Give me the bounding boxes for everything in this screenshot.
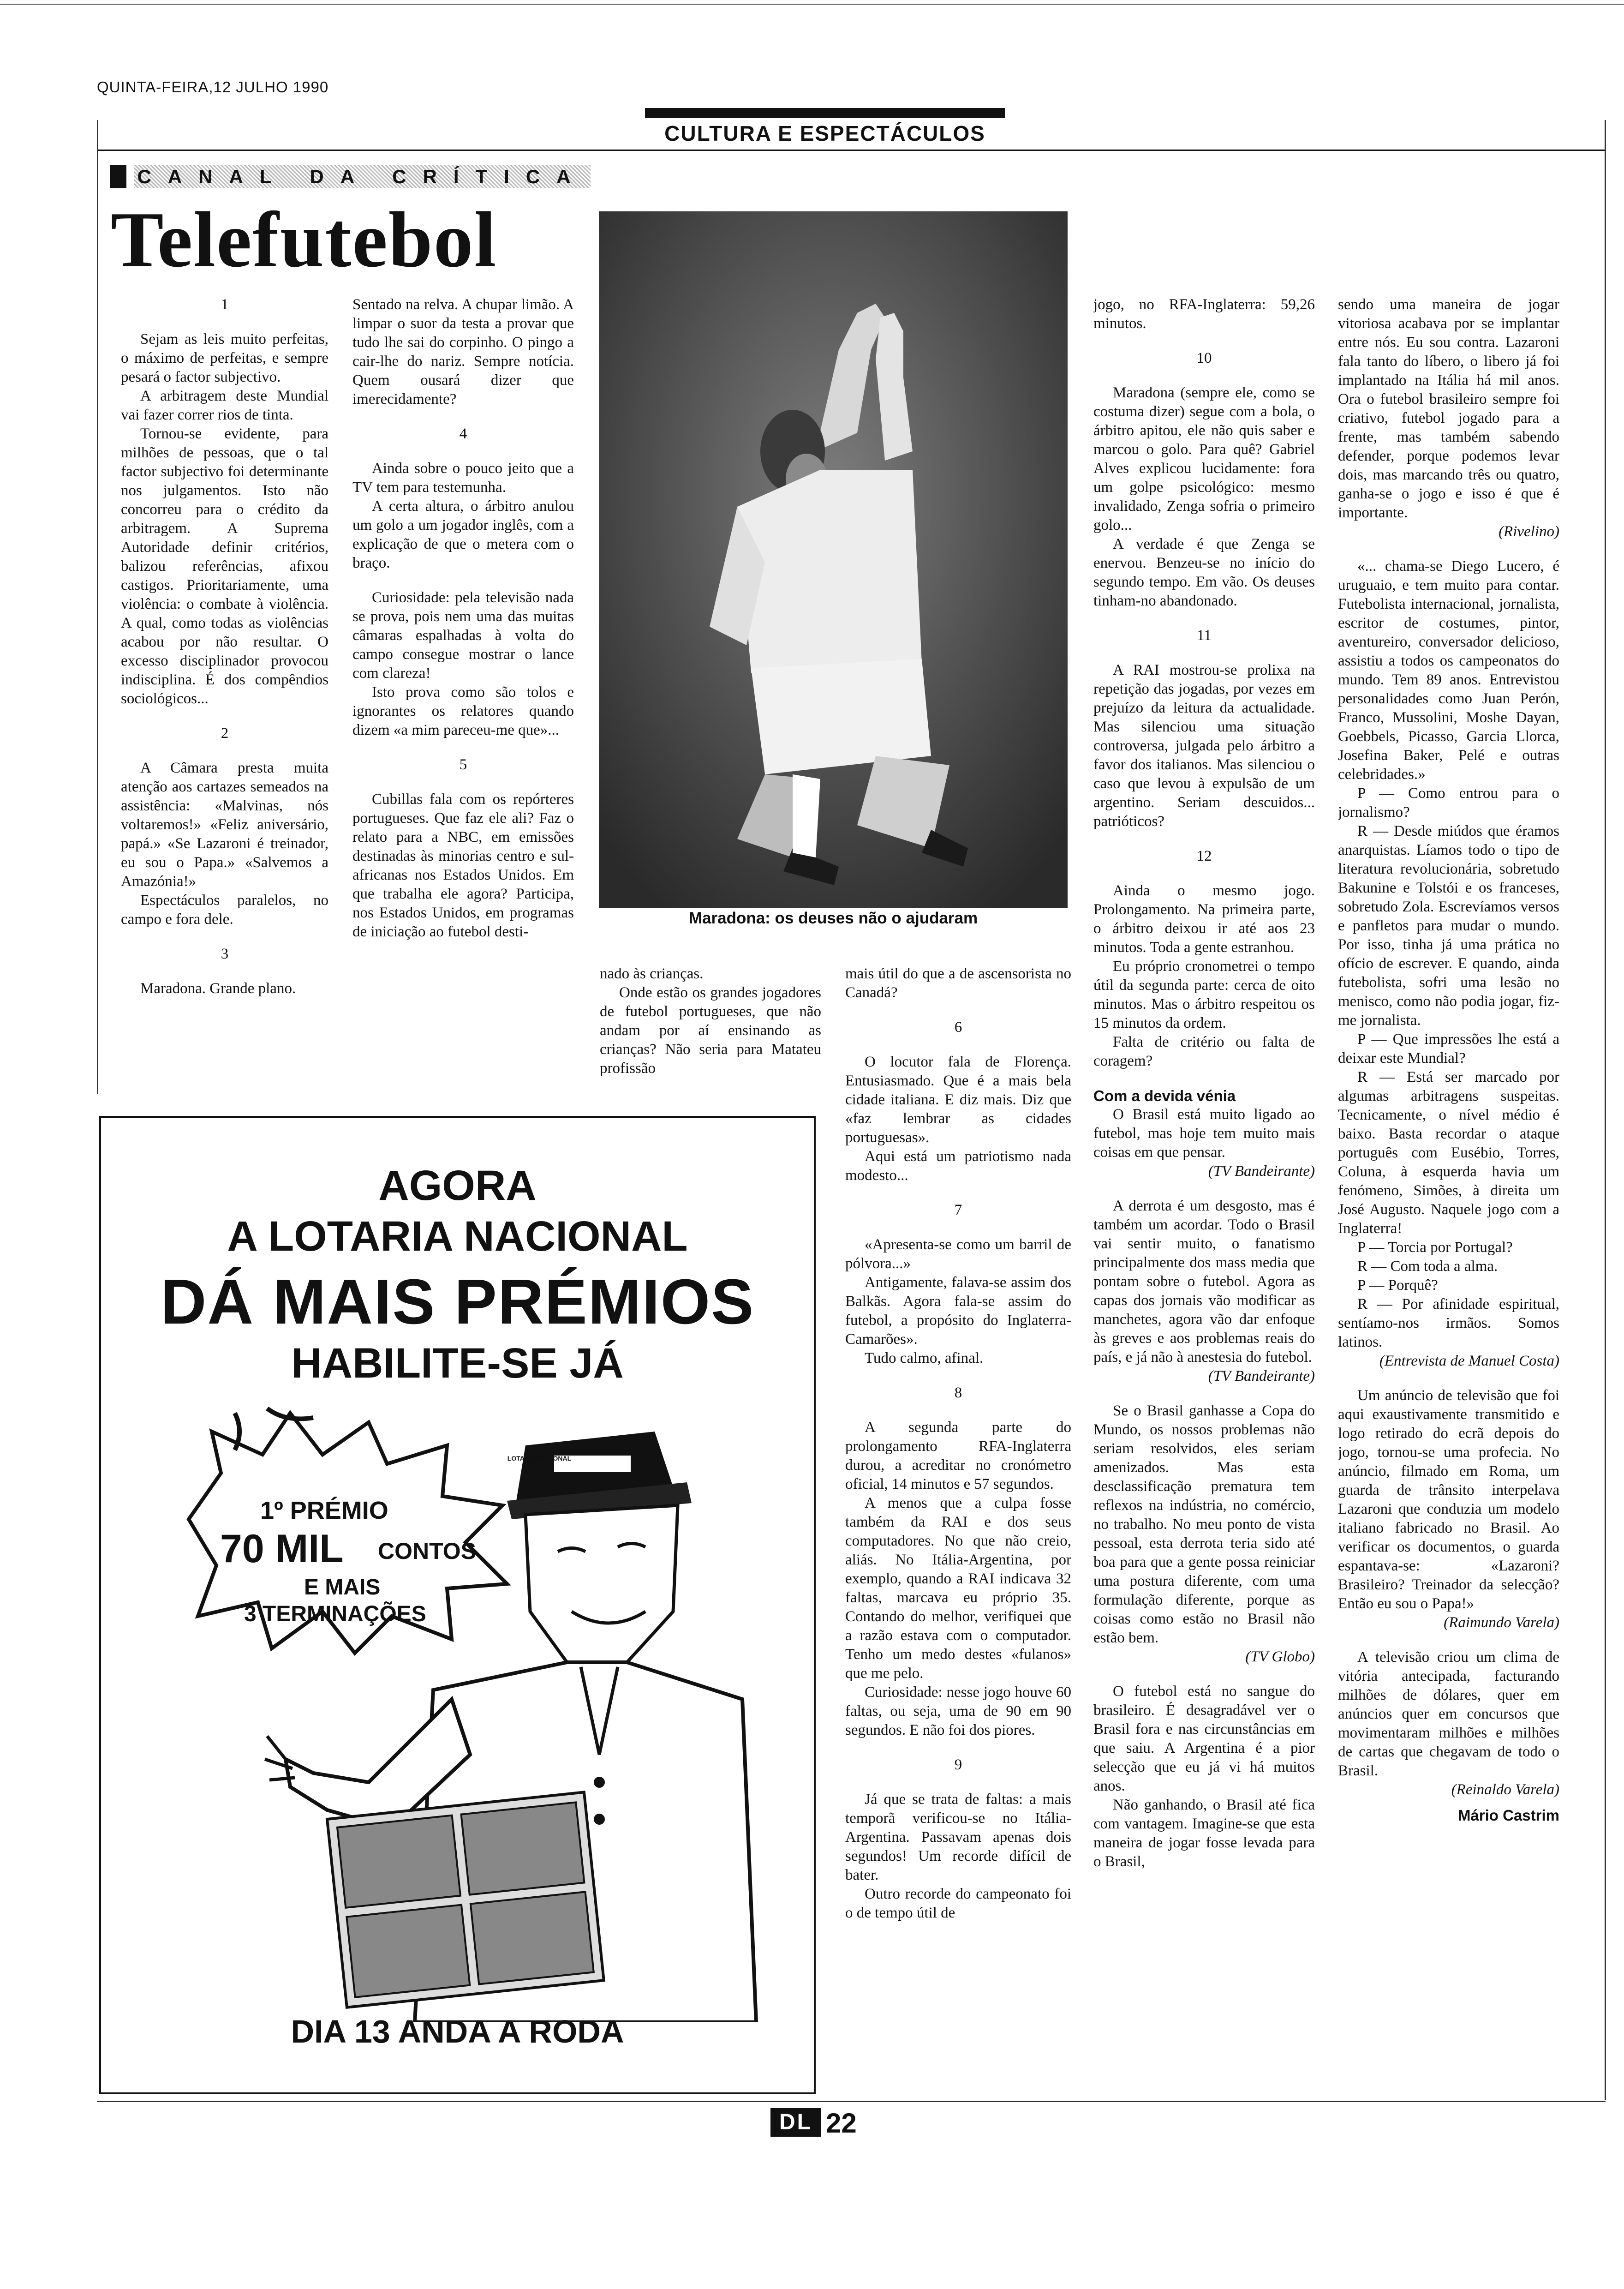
top-edge-rule xyxy=(0,4,1624,5)
paragraph: Ainda o mesmo jogo. Prolongamento. Na primeira parte, o árbitro deixou ir até aos 23 minutos. Toda a gente estranhou. xyxy=(1093,882,1315,956)
paragraph: Se o Brasil ganhasse a Copa do Mundo, os nossos problemas não seriam resolvidos, eles seriam amenizados. Mas esta desclassificação prematura tem reflexos na indústria, no comércio, no trabalho. No meu ponto de vista pessoal, esta derrota teria sido até boa para que a gente possa reiniciar uma postura diferente, com uma formulação diferente, porque as coisas como estão no Brasil não estão bem. xyxy=(1093,1402,1315,1646)
cap-badge: LOTARIA NACIONAL xyxy=(507,1455,572,1462)
paragraph: Aqui está um patriotismo nada modesto... xyxy=(845,1148,1071,1184)
burst-line-3: CONTOS xyxy=(378,1538,476,1564)
section-number-9: 9 xyxy=(954,1756,962,1773)
paragraph: P — Que impressões lhe está a deixar este Mundial? xyxy=(1338,1031,1559,1067)
issue-date: QUINTA-FEIRA,12 JULHO 1990 xyxy=(97,78,329,96)
paragraph: Falta de critério ou falta de coragem? xyxy=(1093,1034,1315,1069)
paragraph: Isto prova como são tolos e ignorantes os relatores quando dizem «a mim pareceu-me que»... xyxy=(352,684,574,738)
section-number-10: 10 xyxy=(1196,350,1212,366)
section-number-6: 6 xyxy=(954,1019,962,1036)
paragraph: O futebol está no sangue do brasileiro. É desagradável ver o Brasil fora e nas circunstâncias em que saiu. A Argentina é a pior selecção que eu já vi há muitos anos. xyxy=(1093,1683,1315,1794)
frame-right xyxy=(1605,120,1606,2100)
section-number-7: 7 xyxy=(954,1202,962,1218)
subheading: Com a devida vénia xyxy=(1093,1087,1236,1104)
paragraph: A derrota é um desgosto, mas é também um acordar. Todo o Brasil vai sentir muito, o fanatismo principalmente dos mass media que pontam sobre o futebol. Agora as capas dos jornais vão modificar as manchetes, agora vão dar enfoque às greves e aos problemas reais do país, e já não à anestesia do futebol. xyxy=(1093,1198,1315,1366)
ad-footer: DIA 13 ANDA A RODA xyxy=(291,2013,624,2049)
article-column-6 xyxy=(1338,295,1559,2086)
section-bar xyxy=(645,108,1005,118)
paragraph: P — Torcia por Portugal? xyxy=(1357,1239,1513,1256)
section-number-11: 11 xyxy=(1197,627,1212,644)
paragraph: Onde estão os grandes jogadores de futebol portugueses, que não andam por aí ensinando as crianças? Não seria para Matateu profissão xyxy=(600,984,821,1077)
paragraph: A certa altura, o árbitro anulou um golo a um jogador inglês, com a explicação de que o metera com o braço. xyxy=(352,498,574,571)
quote-source: (TV Globo) xyxy=(1245,1648,1315,1665)
lottery-advertisement xyxy=(99,1116,816,2094)
quote-source: (Entrevista de Manuel Costa) xyxy=(1379,1353,1559,1369)
paragraph: jogo, no RFA-Inglaterra: 59,26 minutos. xyxy=(1093,296,1315,332)
section-title: CULTURA E ESPECTÁCULOS xyxy=(664,121,985,145)
publication-logo: DL xyxy=(770,2108,821,2137)
kicker-label: CANAL DA CRÍTICA xyxy=(134,165,591,188)
ad-line-3: DÁ MAIS PRÉMIOS xyxy=(160,1266,755,1337)
quote-source: (Rivelino) xyxy=(1499,523,1559,540)
article-title: Telefutebol xyxy=(111,196,497,284)
ad-line-4: HABILITE-SE JÁ xyxy=(291,1340,624,1387)
section-number-3: 3 xyxy=(221,946,229,962)
burst-line-1: 1º PRÉMIO xyxy=(260,1497,388,1524)
paragraph: Espectáculos paralelos, no campo e fora dele. xyxy=(121,892,328,928)
paragraph: Já que se trata de faltas: a mais temporã verificou-se no Itália-Argentina. Passavam apenas dois segundos! Um recorde difícil de bater. xyxy=(845,1791,1071,1883)
paragraph: O locutor fala de Florença. Entusiasmado. Que é a mais bela cidade italiana. E diz mais. Diz que «faz lembrar as cidades portuguesas». xyxy=(845,1054,1071,1146)
paragraph: Cubillas fala com os repórteres portugueses. Que faz ele ali? Faz o relato para a NBC, em emissões destinadas às minorias centro e sul-africanas nos Estados Unidos. Em que trabalha ele agora? Participa, nos Estados Unidos, em programas de iniciação ao futebol desti- xyxy=(352,791,574,940)
burst-line-4: E MAIS xyxy=(304,1575,381,1600)
paragraph: R — Por afinidade espiritual, sentíamo-nos irmãos. Somos latinos. xyxy=(1338,1296,1559,1350)
paragraph: Antigamente, falava-se assim dos Balkãs. Agora fala-se assim do futebol, a propósito do Inglaterra-Camarões». xyxy=(845,1274,1071,1348)
kneeling-player-photo xyxy=(599,211,1068,908)
header-rule xyxy=(97,150,1606,151)
ad-line-1: AGORA xyxy=(378,1162,537,1209)
paragraph: Curiosidade: pela televisão nada se prova, pois nem uma das muitas câmaras espalhadas à volta do campo consegue mostrar o lance com clareza! xyxy=(352,589,574,682)
paragraph: Maradona (sempre ele, como se costuma dizer) segue com a bola, o árbitro apitou, ele não quis saber e marcou o golo. Para quê? Gabriel Alves explicou lucidamente: fora um golpe psicológico: mesmo invalidado, Zenga sofria o primeiro golo... xyxy=(1093,384,1315,533)
paragraph: R — Com toda a alma. xyxy=(1357,1258,1498,1275)
section-number-1: 1 xyxy=(221,296,229,313)
quote-source: (TV Bandeirante) xyxy=(1208,1163,1315,1180)
quote-source: (TV Bandeirante) xyxy=(1208,1368,1315,1384)
paragraph: A RAI mostrou-se prolixa na repetição das jogadas, por vezes em prejuízo da leitura da actualidade. Mas silenciou uma situação controversa, julgada pelo árbitro a favor dos italianos. Mas silenciou o caso que levou à expulsão de um argentino. Seriam descuidos... patrióticos? xyxy=(1093,662,1315,830)
quote-source: (Reinaldo Varela) xyxy=(1451,1781,1559,1798)
paragraph: mais útil do que a de ascensorista no Canadá? xyxy=(845,965,1071,1001)
paragraph: Um anúncio de televisão que foi aqui exaustivamente transmitido e logo retirado do ecrã depois do jogo, tornou-se uma profecia. No anúncio, filmado em Roma, um guarda de trânsito interpelava Lazaroni que conduzia um modelo italiano fabricado no Brasil. Ao verificar os documentos, o guarda espantava-se: «Lazaroni? Brasileiro? Treinador da selecção? Então eu sou o Papa!» xyxy=(1338,1387,1559,1612)
frame-left xyxy=(97,120,98,1094)
page-number: 22 xyxy=(826,2108,857,2139)
section-number-4: 4 xyxy=(459,425,467,442)
paragraph: R — Desde miúdos que éramos anarquistas. Líamos todo o tipo de literatura revolucionária, sobretudo Bakunine e Tolstói e os franceses, sobretudo Zola. Escrevíamos versos e panfletos para mudar o mundo. Por isso, tinha já uma prática no ofício de escrever. E quando, ainda futebolista, sofri uma lesão no menisco, como não podia jogar, fiz-me jornalista. xyxy=(1338,823,1559,1029)
section-number-12: 12 xyxy=(1196,848,1212,864)
kicker-square xyxy=(110,165,126,188)
frame-bottom xyxy=(97,2101,1606,2102)
section-number-8: 8 xyxy=(954,1384,962,1401)
article-column-4 xyxy=(845,965,1071,2091)
paragraph: A verdade é que Zenga se enervou. Benzeu-se no início do segundo tempo. Em vão. Os deuses tinham-no abandonado. xyxy=(1093,536,1315,609)
paragraph: A Câmara presta muita atenção aos cartazes semeados na assistência: «Malvinas, nós voltaremos!» «Feliz aniversário, papá.» «Se Lazaroni é treinador, eu sou o Papa.» «Salvemos a Amazónia!» xyxy=(121,760,328,890)
burst-line-5: 3 TERMINAÇÕES xyxy=(244,1602,426,1626)
ticket-seller-illustration xyxy=(175,1404,775,2022)
article-column-3 xyxy=(600,965,821,1089)
quote-source: (Raimundo Varela) xyxy=(1444,1614,1559,1631)
article-column-5 xyxy=(1093,295,1315,2091)
paragraph: P — Como entrou para o jornalismo? xyxy=(1338,785,1559,821)
paragraph: sendo uma maneira de jogar vitoriosa acabava por se implantar entre nós. Eu sou contra. Lazaroni fala tanto do líbero, o libero já foi implantado na Itália há mil anos. Ora o futebol brasileiro sempre foi criativo, futebol jogado para a frente, mas também sabendo defender, porque podemos levar dois, mas marcando três ou quatro, ganha-se o jogo e isso é que é importante. xyxy=(1338,296,1559,521)
paragraph: O Brasil está muito ligado ao futebol, mas hoje tem muito mais coisas em que pensar. xyxy=(1093,1106,1315,1161)
burst-line-2: 70 MIL xyxy=(220,1527,344,1571)
paragraph: Outro recorde do campeonato foi o de tempo útil de xyxy=(845,1886,1071,1921)
paragraph: A televisão criou um clima de vitória antecipada, facturando milhões de dólares, quer em anúncios quer em concursos que movimentaram milhões e milhões de cartas que chegavam de todo o Brasil. xyxy=(1338,1649,1559,1779)
photo-caption: Maradona: os deuses não o ajudaram xyxy=(688,909,978,927)
paragraph: Sejam as leis muito perfeitas, o máximo de perfeitas, e sempre pesará o factor subjectivo. xyxy=(121,331,328,385)
paragraph: Não ganhando, o Brasil até fica com vantagem. Imagine-se que esta maneira de jogar fosse levada para o Brasil, xyxy=(1093,1797,1315,1870)
paragraph: Eu próprio cronometrei o tempo útil da segunda parte: cerca de oito minutos. Mas o árbitro respeitou os 15 minutos da ordem. xyxy=(1093,958,1315,1031)
paragraph: P — Porquê? xyxy=(1357,1277,1438,1294)
paragraph: A segunda parte do prolongamento RFA-Inglaterra durou, a acreditar no cronómetro oficial, 14 minutos e 57 segundos. xyxy=(845,1419,1071,1492)
paragraph: Curiosidade: nesse jogo houve 60 faltas, ou seja, uma de 90 em 90 segundos. E não foi dos piores. xyxy=(845,1684,1071,1738)
paragraph: Tudo calmo, afinal. xyxy=(865,1350,984,1366)
photo-illustration xyxy=(599,211,1068,908)
paragraph: «Apresenta-se como um barril de pólvora...» xyxy=(845,1236,1071,1272)
article-column-1 xyxy=(121,295,328,1089)
section-number-2: 2 xyxy=(221,725,229,742)
paragraph: Tornou-se evidente, para milhões de pessoas, que o tal factor subjectivo foi determinante nos julgamentos. Isto não concorreu para o crédito da arbitragem. A Suprema Autoridade definir critérios, balizou referências, afixou castigos. Prioritariamente, uma violência: o combate à violência. A qual, como todas as violências acabou por não resultar. O excesso disciplinador provocou indisciplina. É dos compêndios sociológicos... xyxy=(121,425,328,707)
paragraph: Ainda sobre o pouco jeito que a TV tem para testemunha. xyxy=(352,460,574,496)
section-number-5: 5 xyxy=(459,756,467,773)
paragraph: Maradona. Grande plano. xyxy=(140,980,296,997)
ad-line-2: A LOTARIA NACIONAL xyxy=(227,1213,688,1260)
article-column-2 xyxy=(352,295,574,1089)
paragraph: «... chama-se Diego Lucero, é uruguaio, e tem muito para contar. Futebolista internacional, jornalista, escritor de costumes, pintor, aventureiro, conversador delicioso, assistiu a todos os campeonatos do mundo. Tem 89 anos. Entrevistou personalidades como Juan Perón, Franco, Mussolini, Moshe Dayan, Goebbels, Picasso, Garcia Llorca, Josefina Baker, Pelé e outras celebridades.» xyxy=(1338,558,1559,783)
paragraph: A arbitragem deste Mundial vai fazer correr rios de tinta. xyxy=(121,388,328,423)
author-signature: Mário Castrim xyxy=(1457,1807,1559,1824)
paragraph: nado às crianças. xyxy=(600,965,704,982)
paragraph: A menos que a culpa fosse também da RAI e dos seus computadores. No que não creio, aliás. No Itália-Argentina, por exemplo, quando a RAI indicava 32 faltas, marcava eu próprio 35. Contando do melhor, verifiquei que a razão estava com o computador. Tenho um medo destes «fulanos» que me pelo. xyxy=(845,1495,1071,1682)
paragraph: Sentado na relva. A chupar limão. A limpar o suor da testa a provar que tudo lhe sai do corpinho. O pingo a cair-lhe do nariz. Sempre notícia. Quem ousará dizer que imerecidamente? xyxy=(352,296,574,407)
paragraph: R — Está ser marcado por algumas arbitragens suspeitas. Tecnicamente, o nível médio é baixo. Basta recordar o ataque português com Eusébio, Torres, Coluna, à esquerda havia um fenómeno, Simões, à direita um José Augusto. Naquele jogo com a Inglaterra! xyxy=(1338,1069,1559,1237)
